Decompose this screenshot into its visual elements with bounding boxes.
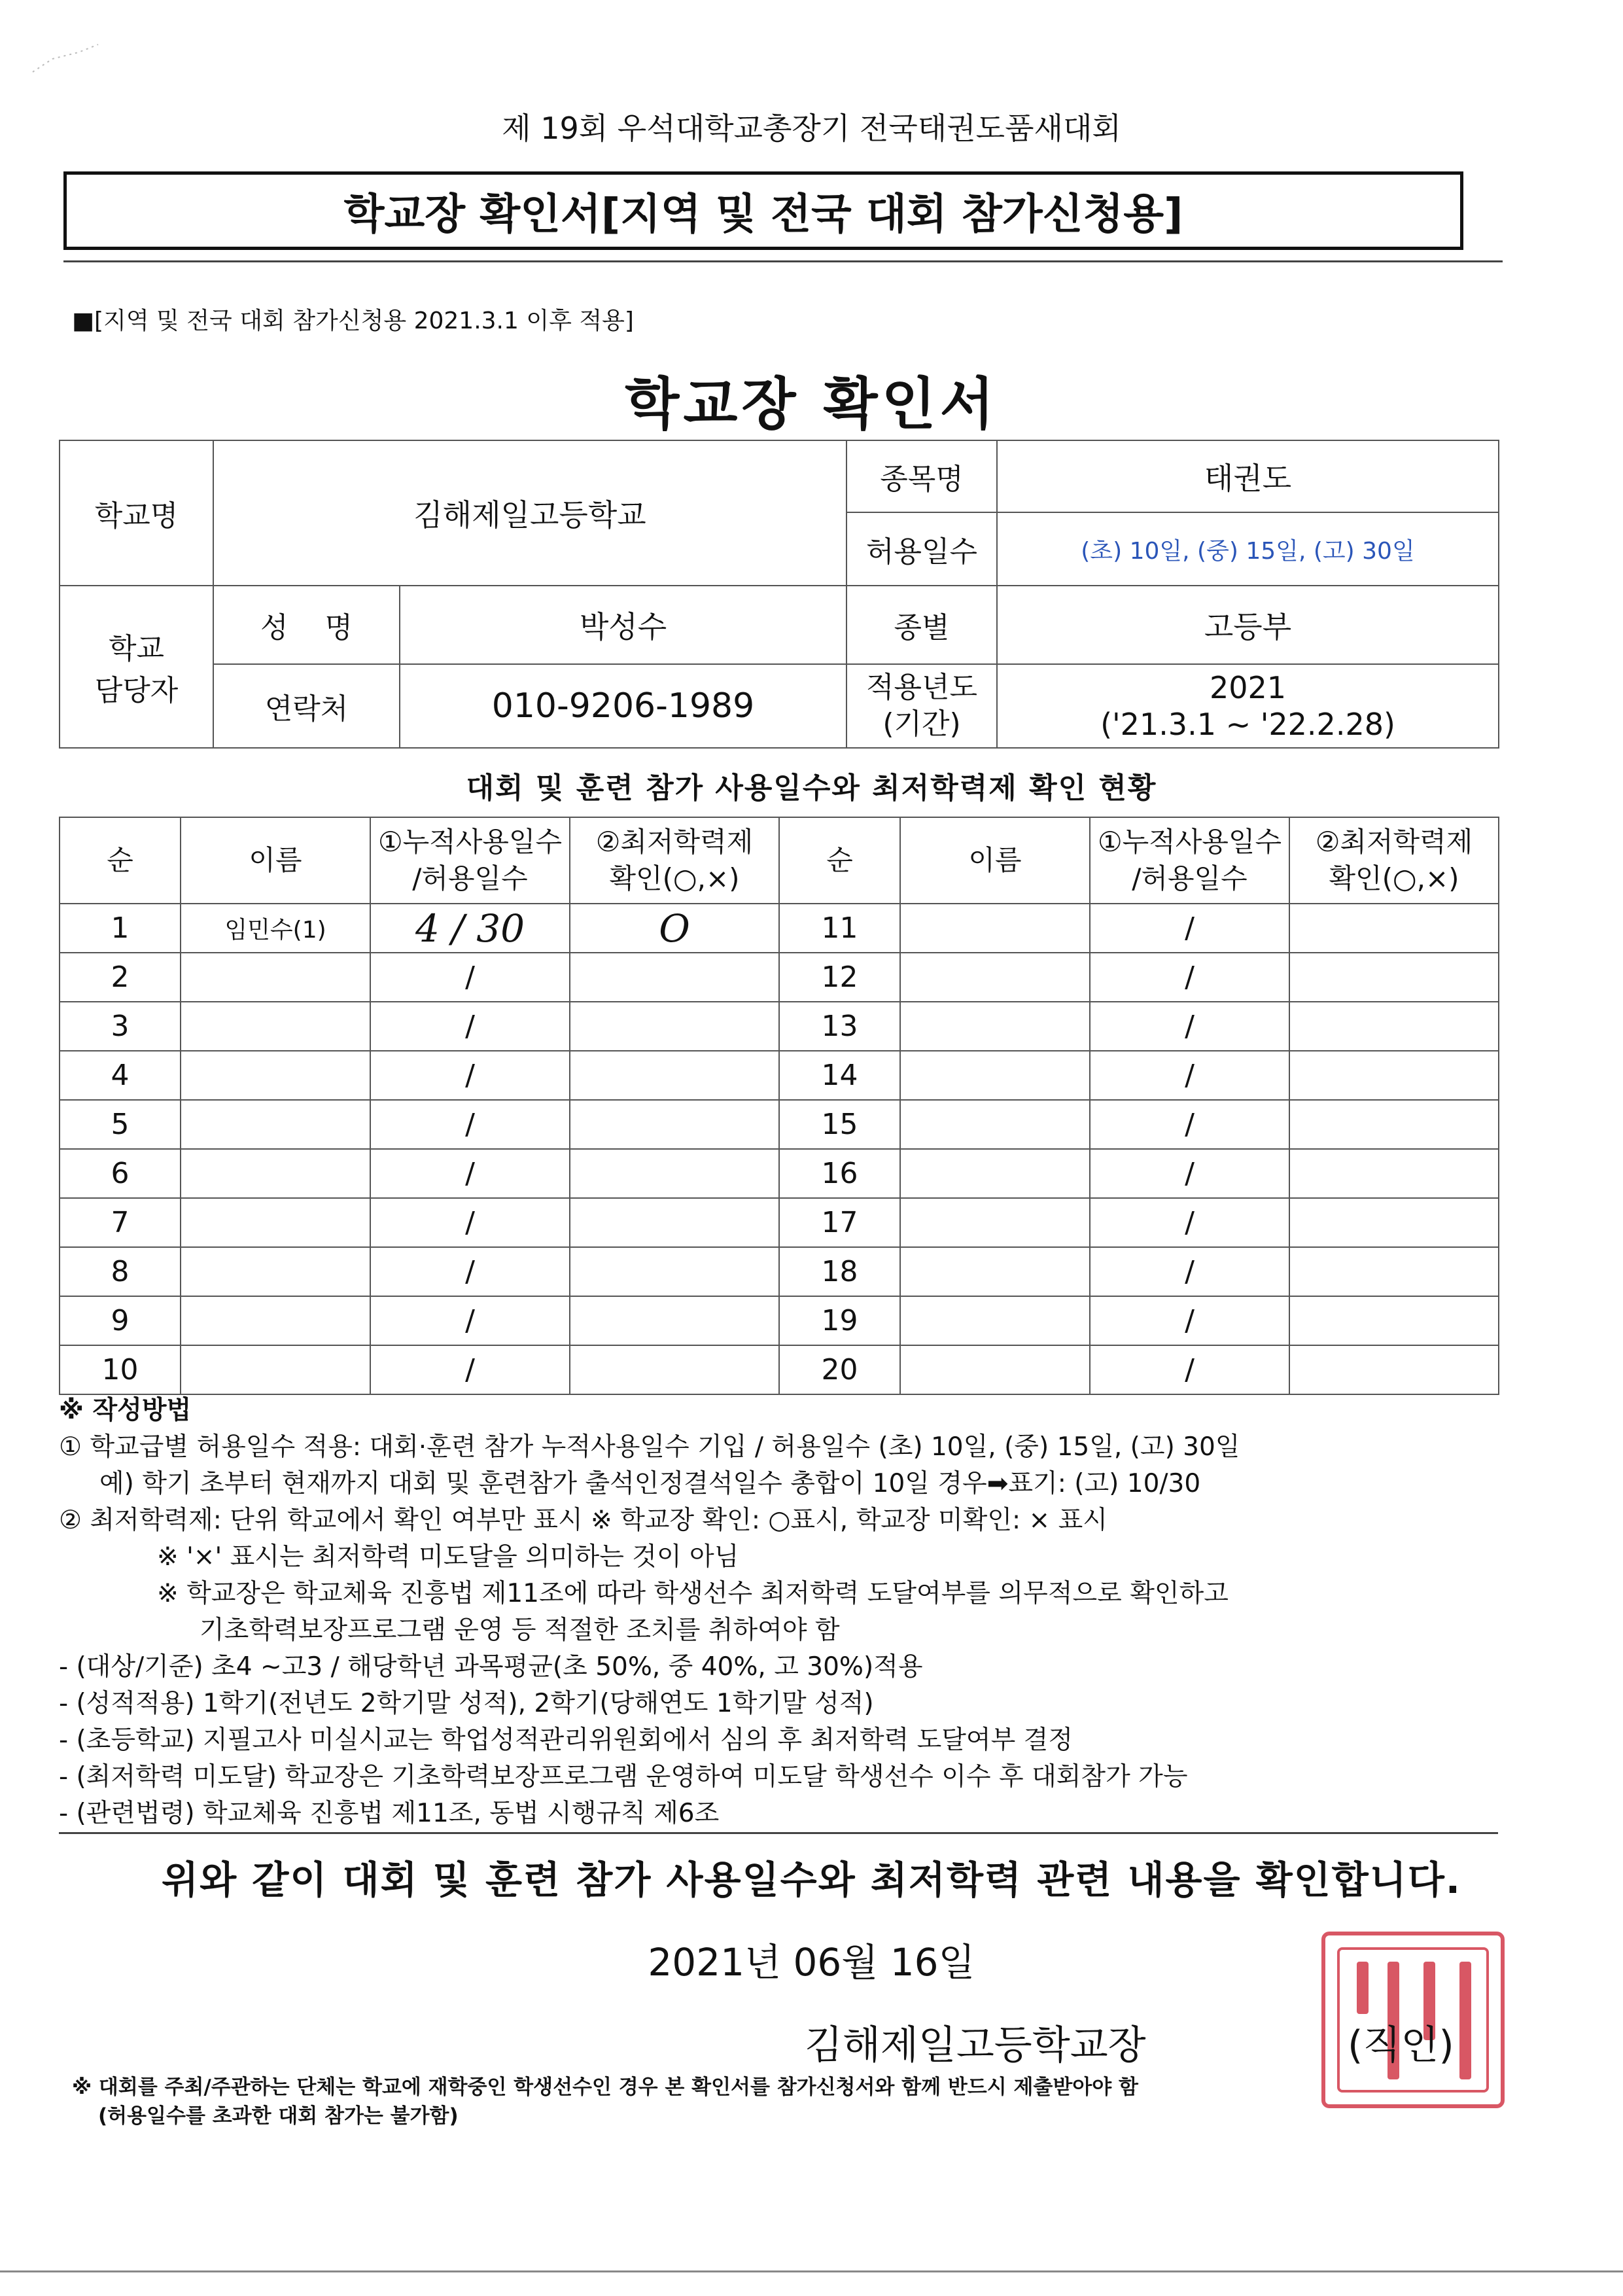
left-seq-cell: 2 [60,953,181,1002]
left-check-cell [570,1247,779,1296]
instruction-line: ※ 학교장은 학교체육 진흥법 제11조에 따라 학생선수 최저학력 도달여부를 의무적으로 확인하고 [157,1579,1229,1608]
right-name-cell [900,953,1090,1002]
instruction-line: ② 최저학력제: 단위 학교에서 확인 여부만 표시 ※ 학교장 확인: ○표시, 학교장 미확인: × 표시 [59,1506,1108,1535]
table-row [60,1345,1499,1394]
allowed-days-label: 허용일수 [846,512,997,586]
form-title: 학교장 확인서[지역 및 전국 대회 참가신청용] [343,190,1183,239]
left-check-cell [570,953,779,1002]
left-name-cell [181,1149,370,1198]
col-name-header: 이름 [900,817,1090,904]
right-days-cell: / [1090,1002,1289,1051]
col-days-header [1090,817,1289,904]
table-row [60,1296,1499,1345]
person-name-label: 성 명 [213,586,400,664]
right-check-cell [1289,904,1499,953]
left-seq-cell: 3 [60,1002,181,1051]
left-days-cell: / [370,953,570,1002]
right-check-cell [1289,1345,1499,1394]
left-seq-cell: 5 [60,1100,181,1149]
left-name-cell [181,1100,370,1149]
person-name-value: 박성수 [400,586,846,664]
divider [59,1832,1498,1834]
form-code: ■[지역 및 전국 대회 참가신청용 2021.3.1 이후 적용] [72,308,634,334]
seal-stroke [1459,1962,1471,2079]
page-edge [0,2270,1623,2272]
right-seq-cell: 17 [779,1198,900,1247]
instruction-line: ※ '×' 표시는 최저학력 미도달을 의미하는 것이 아님 [157,1542,739,1572]
contact-person-label [60,586,213,748]
principal-title: 김해제일고등학교장 [805,2022,1146,2068]
seal-stroke [1357,1962,1369,2014]
left-name-cell [181,1002,370,1051]
left-days-cell: / [370,1002,570,1051]
form-title-box [63,171,1463,250]
period-range: ('21.3.1 ~ '22.2.28) [1100,707,1395,742]
right-name-cell [900,1198,1090,1247]
left-seq-cell: 4 [60,1051,181,1100]
left-seq-cell: 10 [60,1345,181,1394]
right-days-cell: / [1090,953,1289,1002]
col-days-header [370,817,570,904]
left-seq-cell: 8 [60,1247,181,1296]
left-days-cell: / [370,1345,570,1394]
right-check-cell [1289,1296,1499,1345]
col-days-line2: /허용일수 [1132,862,1248,894]
right-name-cell [900,1051,1090,1100]
left-check-cell [570,1149,779,1198]
right-check-cell [1289,1100,1499,1149]
col-days-line1: ①누적사용일수 [377,826,563,858]
right-seq-cell: 14 [779,1051,900,1100]
contact-label-line2: 담당자 [94,674,179,707]
instruction-line: - (대상/기준) 초4 ~고3 / 해당학년 과목평균(초 50%, 중 40%, 고 30%)적용 [59,1652,923,1682]
school-info-table [59,440,1499,749]
left-name-cell [181,1198,370,1247]
sport-label: 종목명 [846,440,997,512]
left-days-cell: / [370,1296,570,1345]
left-name-cell [181,1296,370,1345]
table-row [60,1149,1499,1198]
contact-label-line1: 학교 [108,632,164,665]
period-value [997,664,1499,748]
table-row [60,1100,1499,1149]
right-check-cell [1289,1051,1499,1100]
left-name-cell: 임민수(1) [181,904,370,953]
right-days-cell: / [1090,1149,1289,1198]
left-name-cell [181,953,370,1002]
right-days-cell: / [1090,1051,1289,1100]
table-row [60,953,1499,1002]
left-days-cell: / [370,1051,570,1100]
left-days-cell: / [370,1100,570,1149]
col-name-header: 이름 [181,817,370,904]
right-days-cell: / [1090,1247,1289,1296]
left-check-cell [570,1296,779,1345]
left-name-cell [181,1247,370,1296]
confirmation-statement: 위와 같이 대회 및 훈련 참가 사용일수와 최저학력 관련 내용을 확인합니다. [162,1858,1461,1902]
phone-value: 010-9206-1989 [400,664,846,748]
left-check-cell: O [570,904,779,953]
right-check-cell [1289,953,1499,1002]
col-min-line2: 확인(○,×) [1329,862,1459,894]
instructions [59,1392,1518,1832]
left-seq-cell: 9 [60,1296,181,1345]
left-check-cell [570,1051,779,1100]
period-label-line1: 적용년도 [865,671,977,704]
allowed-days-value: (초) 10일, (중) 15일, (고) 30일 [997,512,1499,586]
col-min-header [570,817,779,904]
right-seq-cell: 13 [779,1002,900,1051]
col-days-line1: ①누적사용일수 [1097,826,1282,858]
right-seq-cell: 19 [779,1296,900,1345]
right-name-cell [900,1296,1090,1345]
confirmation-date: 2021년 06월 16일 [648,1940,975,1985]
right-seq-cell: 20 [779,1345,900,1394]
left-check-cell [570,1100,779,1149]
col-min-header [1289,817,1499,904]
right-name-cell [900,1149,1090,1198]
right-check-cell [1289,1247,1499,1296]
document-title: 학교장 확인서 [625,372,998,437]
usage-table [59,817,1499,1395]
left-seq-cell: 7 [60,1198,181,1247]
right-seq-cell: 11 [779,904,900,953]
instructions-title: ※ 작성방법 [59,1396,192,1425]
right-name-cell [900,1002,1090,1051]
sport-value: 태권도 [997,440,1499,512]
left-days-cell: / [370,1247,570,1296]
left-days-cell: / [370,1198,570,1247]
divider [63,260,1503,262]
instruction-line: 기초학력보장프로그램 운영 등 적절한 조치를 취하여야 함 [200,1616,840,1645]
period-year: 2021 [1209,670,1287,705]
col-min-line2: 확인(○,×) [609,862,740,894]
instruction-line: - (최저학력 미도달) 학교장은 기초학력보장프로그램 운영하여 미도달 학생선수 이수 후 대회참가 가능 [59,1762,1188,1792]
right-check-cell [1289,1198,1499,1247]
right-days-cell: / [1090,1345,1289,1394]
right-days-cell: / [1090,904,1289,953]
right-seq-cell: 18 [779,1247,900,1296]
left-days-cell: 4 / 30 [370,904,570,953]
event-title: 제 19회 우석대학교총장기 전국태권도품새대회 [502,111,1121,146]
instruction-line: - (성적적용) 1학기(전년도 2학기말 성적), 2학기(당해연도 1학기말 성적) [59,1689,874,1718]
col-min-line1: ②최저학력제 [595,826,754,858]
right-name-cell [900,1100,1090,1149]
category-value: 고등부 [997,586,1499,664]
period-label [846,664,997,748]
left-check-cell [570,1345,779,1394]
footnote-line: ※ 대회를 주최/주관하는 단체는 학교에 재학중인 학생선수인 경우 본 확인서를 참가신청서와 함께 반드시 제출받아야 함 [72,2075,1138,2099]
seal-label: (직인) [1348,2022,1454,2068]
left-days-cell: / [370,1149,570,1198]
category-label: 종별 [846,586,997,664]
left-check-cell [570,1198,779,1247]
table-header-row [60,817,1499,904]
right-days-cell: / [1090,1198,1289,1247]
instruction-line: - (초등학교) 지필고사 미실시교는 학업성적관리위원회에서 심의 후 최저학력 도달여부 결정 [59,1725,1073,1755]
right-check-cell [1289,1149,1499,1198]
instruction-line: 예) 학기 초부터 현재까지 대회 및 훈련참가 출석인정결석일수 총합이 10일 경우➡표기: (고) 10/30 [99,1469,1201,1498]
col-seq-header: 순 [779,817,900,904]
right-seq-cell: 12 [779,953,900,1002]
school-name-label: 학교명 [60,440,213,586]
left-name-cell [181,1345,370,1394]
left-seq-cell: 6 [60,1149,181,1198]
right-days-cell: / [1090,1100,1289,1149]
col-days-line2: /허용일수 [412,862,528,894]
right-check-cell [1289,1002,1499,1051]
right-name-cell [900,1345,1090,1394]
footnote-line: (허용일수를 초과한 대회 참가는 불가함) [98,2104,459,2128]
scan-artifact [26,39,105,79]
right-seq-cell: 15 [779,1100,900,1149]
phone-label: 연락처 [213,664,400,748]
col-seq-header: 순 [60,817,181,904]
instruction-line: ① 학교급별 허용일수 적용: 대회·훈련 참가 누적사용일수 기입 / 허용일수 (초) 10일, (중) 15일, (고) 30일 [59,1432,1240,1462]
period-label-line2: (기간) [882,707,961,741]
right-name-cell [900,904,1090,953]
right-days-cell: / [1090,1296,1289,1345]
table-row [60,1002,1499,1051]
school-name-value: 김해제일고등학교 [213,440,846,586]
table-row [60,1198,1499,1247]
col-min-line1: ②최저학력제 [1315,826,1473,858]
left-seq-cell: 1 [60,904,181,953]
table-row [60,1247,1499,1296]
left-name-cell [181,1051,370,1100]
table-row [60,1051,1499,1100]
table-row [60,904,1499,953]
instruction-line: - (관련법령) 학교체육 진흥법 제11조, 동법 시행규칙 제6조 [59,1799,720,1828]
left-check-cell [570,1002,779,1051]
usage-status-heading: 대회 및 훈련 참가 사용일수와 최저학력제 확인 현황 [466,771,1157,805]
right-seq-cell: 16 [779,1149,900,1198]
right-name-cell [900,1247,1090,1296]
